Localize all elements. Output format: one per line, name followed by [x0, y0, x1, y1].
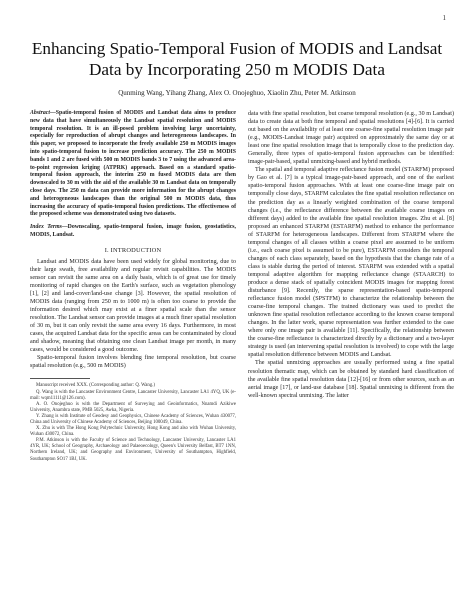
index-terms	[30, 224, 236, 240]
intro-paragraph: Landsat and MODIS data have been used widely for global monitoring, due to their large swath, free availability and regular revisit capabilities. The MODIS sensor can revisit the same area on a daily basis, which is of great use for timely monitoring of rapid changes on the Earth's surface, such as vegetation phenology [1], [2] and land-cover/land-use change [3]. However, the spatial resolution of MODIS data (ranging from 250 m to 1000 m) is often too coarse to provide the information desired which may exist at a finer spatial scale than the sensor resolution. The Landsat sensor can provide images at a much finer spatial resolution of 30 m, but it can only revisit the same area every 16 days. Furthermore, in most cases, the acquired Landsat data for the specific areas can be contaminated by cloud and shadow, meaning that obtaining one clean Landsat image per month, in many cases, would be considered a good outcome.	[30, 258, 236, 354]
intro-paragraph: Spatio-temporal fusion involves blending fine temporal resolution, but coarse spatial resolution (e.g., 500 m MODIS)	[30, 355, 236, 370]
footnote: Q. Wang is with the Lancaster Environment Centre, Lancaster University, Lancaster LA1 4YQ, UK (e-mail: wqm11111@126.com).	[30, 389, 236, 401]
body-paragraph: The spatial and temporal adaptive reflectance fusion model (STARFM) proposed by Gao et al. [7] is a typical image-pair-based approach, and one of the earliest spatio-temporal fusion approaches. With at least one coarse-fine image pair on temporally close days, STARFM calculates the fine spatial resolution reflectance on the prediction day as a linearly weighted combination of the coarse temporal changes (i.e., the reflectance difference between the available coarse images on different days) added to the available fine spatial resolution images. Zhu et al. [8] proposed an enhanced STARFM (ESTARFM) method to enhance the performance of STARFM for heterogeneous landscapes. Different from STARFM where the temporal changes of all classes within a coarse pixel are assumed to be uniform (i.e., each coarse pixel is assumed to be pure), ESTARFM considers the temporal changes of each class separately, based on the hypothesis that the change rate of a class is stable during the period of interest. STARFM was extended with a spatial temporal adaptive algorithm for mapping reflectance change (STAARCH) to produce a dense stack of spatially coincident MODIS images for mapping forest disturbance [9]. Recently, the sparse representation-based spatio-temporal reflectance fusion model (SPSTFM) to characterize the relationship between the coarse-fine temporal changes. The trained dictionary was used to predict the unknown fine spatial resolution reflectance according to the known coarse temporal changes. In the latter work, sparse representation was further extended to the case where only one image pair is available [11]. Specifically, the relationship between the coarse-fine reflectance is characterized directly by a dictionary and a two-layer strategy is used (an intervening spatial resolution is involved) to cope with the large spatial resolution difference between MODIS and Landsat.	[248, 167, 454, 359]
page-number: 1	[442, 14, 446, 22]
index-terms-text: —Downscaling, spatio-temporal fusion, image fusion, geostatistics, MODIS, Landsat.	[30, 224, 236, 238]
author-list: Qunming Wang, Yihang Zhang, Alex O. Onojeghuo, Xiaolin Zhu, Peter M. Atkinson	[118, 89, 356, 97]
abstract-text: —Spatio-temporal fusion of MODIS and Landsat data aims to produce new data that have simultaneously the Landsat spatial resolution and MODIS temporal resolution. It is an ill-posed problem involving large uncertainty, especially for reproduction of abrupt changes and heterogeneous landscapes. In this paper, we proposed to incorporate the freely available 250 m MODIS images into spatio-temporal fusion to increase prediction accuracy. The 250 m MODIS bands 1 and 2 are fused with 500 m MODIS bands 3 to 7 using the advanced area-to-point regression kriging (ATPRK) approach. Based on a standard spatio-temporal fusion approach, the interim 250 m fused MODIS data are then downscaled to 30 m with the aid of the available 30 m Landsat data on temporally close days. The 250 m data can provide more information for the abrupt changes and heterogeneous landscapes than the original 500 m MODIS data, thus increasing the accuracy of spatio-temporal fusion predictions. The effectiveness of the proposed scheme was demonstrated using two datasets.	[30, 110, 236, 218]
abstract-label: Abstract	[30, 110, 50, 116]
body-paragraph: The spatial unmixing approaches are usually performed using a fine spatial resolution thematic map, which can be obtained by standard hard classification of the available fine spatial resolution data [12]-[16] or from other sources, such as an aerial image [17], or land-use database [18]. Spatial unmixing is different from the well-known spectral unmixing. The latter	[248, 360, 454, 399]
paper-title: Enhancing Spatio-Temporal Fusion of MODIS and Landsat Data by Incorporating 250 m MODIS Data	[31, 39, 443, 79]
footnote: X. Zhu is with The Hong Kong Polytechnic University, Hong Kong and also with Wuhan University, Wuhan 430072, China.	[30, 426, 236, 438]
left-column	[30, 110, 236, 463]
footnote: Y. Zhang is with Institute of Geodesy and Geophysics, Chinese Academy of Sciences, Wuhan 430077, China and University of Chinese Academy of Sciences, Beijing 100049, China.	[30, 413, 236, 425]
right-column	[248, 110, 454, 400]
body-paragraph: data with fine spatial resolution, but coarse temporal resolution (e.g., 30 m Landsat) data to create data at both fine temporal and spatial resolutions [4]-[6]. It is carried out based on the availability of at least one coarse-fine spatial resolution image pair (e.g., MODIS-Landsat image pair) acquired on approximately the same day or at least one fine spatial resolution image that is temporally close to the prediction day. Generally, three types of spatio-temporal fusion approaches can be identified: image-pair-based, spatial unmixing-based and hybrid methods.	[248, 111, 454, 166]
footnote: Manuscript received XXX. (Corresponding author: Q. Wang.)	[36, 383, 156, 389]
footnote: P.M. Atkinson is with the Faculty of Science and Technology, Lancaster University, Lancaster LA1 4YR, UK; School of Geography, Archaeology and Palaeoecology, Queen's University Belfast, BT7 1NN, Northern Ireland, UK; and Geography and Environment, University of Southampton, Highfield, Southampton SO17 1BJ, UK.	[30, 438, 236, 462]
index-terms-label: Index Terms	[30, 224, 62, 231]
footnote: A. O. Onojeghuo is with the Department of Surveying and Geoinformatics, Nnamdi Azikiwe University, Anambra state, PMB 5025, Awka, Nigeria.	[30, 401, 236, 413]
abstract	[30, 110, 236, 219]
footnote-divider	[30, 378, 90, 379]
section-heading-introduction: I. INTRODUCTION	[104, 246, 162, 254]
